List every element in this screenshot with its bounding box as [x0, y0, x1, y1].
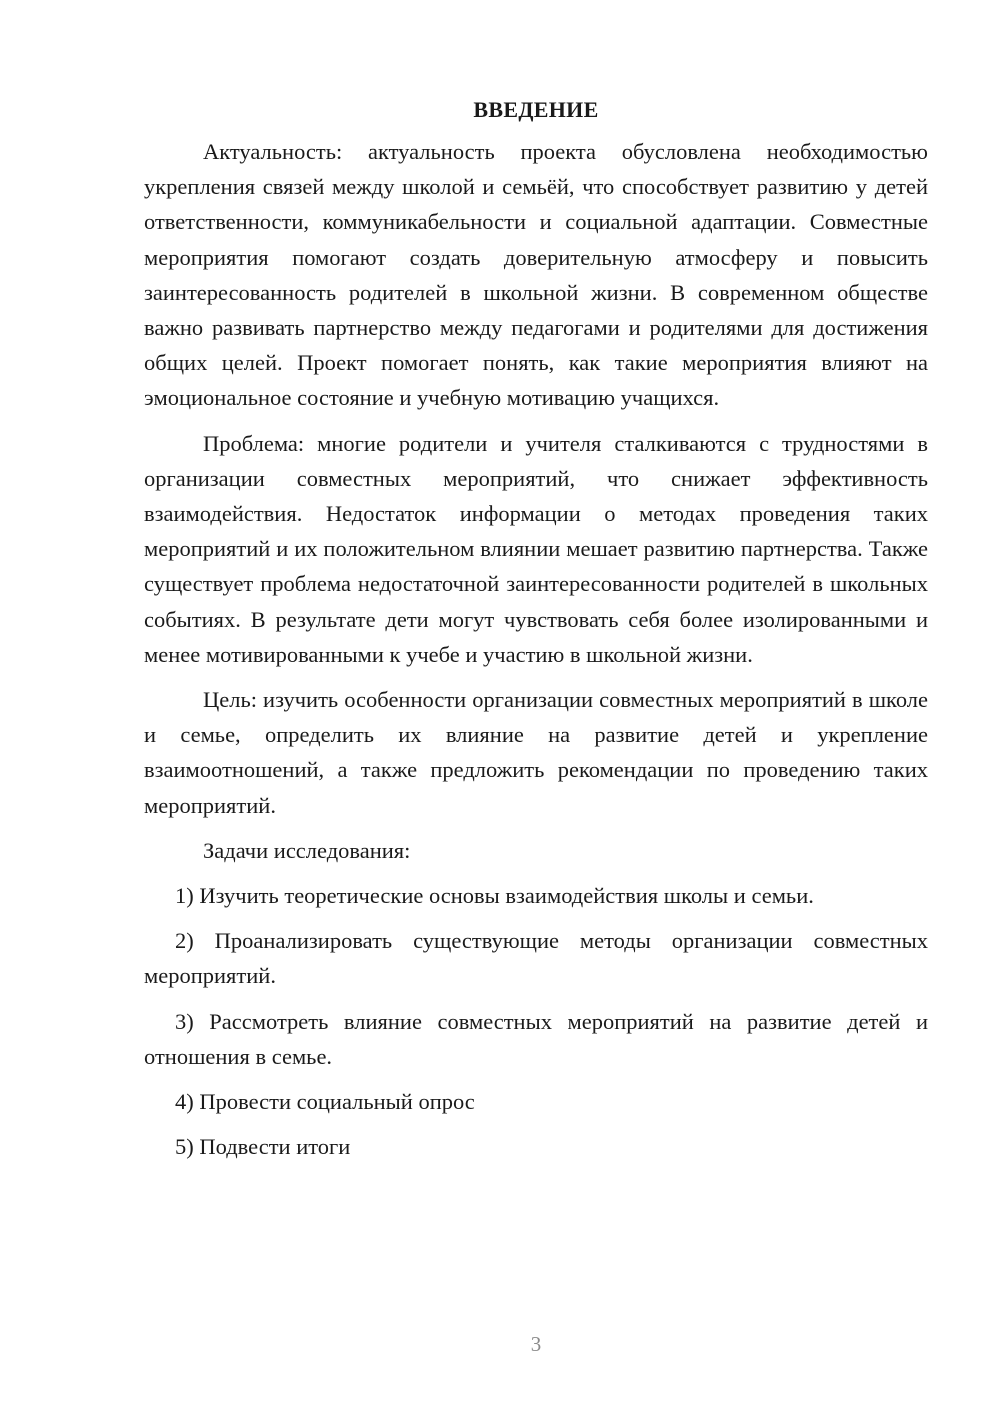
task-item: 1) Изучить теоретические основы взаимодействия школы и семьи.: [175, 883, 814, 909]
page-number: 3: [530, 1332, 542, 1356]
task-item: 5) Подвести итоги: [175, 1134, 351, 1160]
tasks-heading: Задачи исследования:: [203, 837, 411, 863]
task-item: 3) Рассмотреть влияние совместных мероприятий на развитие детей и отношения в семье.: [144, 1008, 928, 1069]
document-page: [144, 92, 928, 1174]
task-item: 2) Проанализировать существующие методы организации совместных мероприятий.: [144, 928, 928, 989]
document-title: ВВЕДЕНИЕ: [473, 97, 599, 122]
task-item: 4) Провести социальный опрос: [175, 1089, 475, 1115]
goal-paragraph: Цель: изучить особенности организации совместных мероприятий в школе и семье, определить их влияние на развитие детей и укрепление взаимоотношений, а также предложить рекомендации по проведению таких мероприятий.: [144, 687, 928, 818]
relevance-paragraph: Актуальность: актуальность проекта обусловлена необходимостью укрепления связей между школой и семьёй, что способствует развитию у детей ответственности, коммуникабельности и социальной адаптации. Совместные мероприятия помогают создать доверительную атмосферу и повысить заинтересованность родителей в школьной жизни. В современном обществе важно развивать партнерство между педагогами и родителями для достижения общих целей. Проект помогает понять, как такие мероприятия влияют на эмоциональное состояние и учебную мотивацию учащихся.: [144, 139, 928, 411]
problem-paragraph: Проблема: многие родители и учителя сталкиваются с трудностями в организации совместных мероприятий, что снижает эффективность взаимодействия. Недостаток информации о методах проведения таких мероприятий и их положительном влиянии мешает развитию партнерства. Также существует проблема недостаточной заинтересованности родителей в школьных событиях. В результате дети могут чувствовать себя более изолированными и менее мотивированными к учебе и участию в школьной жизни.: [144, 430, 928, 667]
